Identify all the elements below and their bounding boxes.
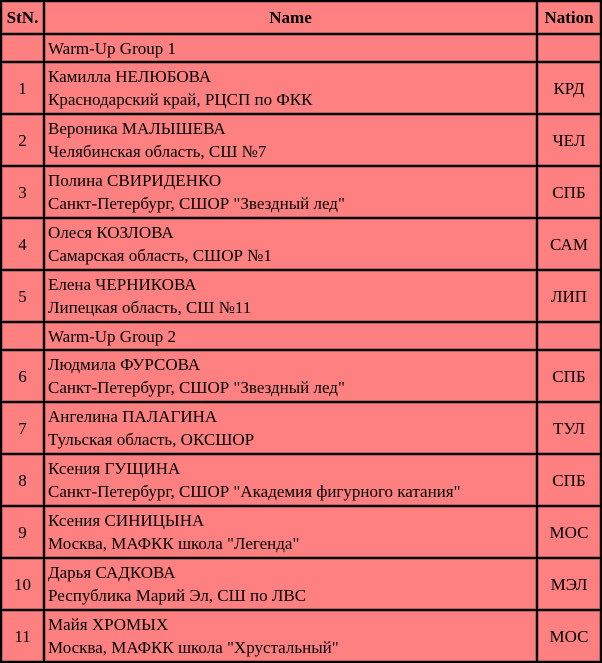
table-row [2,351,600,401]
athlete-cell [45,559,536,609]
athlete-cell [45,403,536,453]
start-number: 5 [2,271,43,321]
athlete-name: Елена ЧЕРНИКОВА [48,275,197,294]
athlete-cell [45,219,536,269]
nation-code: САМ [538,219,600,269]
group-empty-cell [2,35,43,61]
start-number: 9 [2,507,43,557]
athlete-name: Людмила ФУРСОВА [48,355,201,374]
header-stn: StN. [2,2,43,33]
warmup-group-label: Warm-Up Group 1 [45,35,536,61]
header-row [2,2,600,33]
athlete-club: Липецкая область, СШ №11 [48,298,252,317]
athlete-club: Самарская область, СШОР №1 [48,246,272,265]
athlete-cell [45,455,536,505]
athlete-cell [45,507,536,557]
nation-code: ЛИП [538,271,600,321]
nation-code: ЧЕЛ [538,115,600,165]
start-number: 1 [2,63,43,113]
start-number: 10 [2,559,43,609]
athlete-cell [45,351,536,401]
athlete-club: Санкт-Петербург, СШОР "Звездный лед" [48,378,345,397]
athlete-club: Санкт-Петербург, СШОР "Академия фигурного катания" [48,482,461,501]
table-row [2,167,600,217]
table-row [2,115,600,165]
nation-code: СПБ [538,351,600,401]
table-row [2,455,600,505]
athlete-name: Ангелина ПАЛАГИНА [48,407,218,426]
start-number: 7 [2,403,43,453]
table-row [2,219,600,269]
warmup-group-row [2,35,600,61]
athlete-club: Челябинская область, СШ №7 [48,142,267,161]
athlete-name: Ксения СИНИЦЫНА [48,511,205,530]
start-number: 3 [2,167,43,217]
athlete-name: Камилла НЕЛЮБОВА [48,67,212,86]
start-number: 6 [2,351,43,401]
athlete-name: Полина СВИРИДЕНКО [48,171,222,190]
table-row [2,611,600,661]
table-row [2,403,600,453]
warmup-group-row [2,323,600,349]
start-number: 4 [2,219,43,269]
athlete-name: Олеся КОЗЛОВА [48,223,174,242]
athlete-cell [45,271,536,321]
nation-code: СПБ [538,455,600,505]
group-empty-cell [538,35,600,61]
athlete-club: Тульская область, ОКСШОР [48,430,255,449]
table-row [2,63,600,113]
table-row [2,559,600,609]
athlete-club: Москва, МАФКК школа "Хрустальный" [48,638,339,657]
athlete-name: Вероника МАЛЫШЕВА [48,119,226,138]
athlete-name: Майя ХРОМЫХ [48,615,169,634]
nation-code: КРД [538,63,600,113]
group-empty-cell [538,323,600,349]
start-number: 8 [2,455,43,505]
athlete-club: Москва, МАФКК школа "Легенда" [48,534,300,553]
header-nation: Nation [538,2,600,33]
athlete-cell [45,115,536,165]
table-row [2,507,600,557]
athlete-cell [45,611,536,661]
nation-code: ТУЛ [538,403,600,453]
athlete-cell [45,63,536,113]
nation-code: МЭЛ [538,559,600,609]
athlete-club: Санкт-Петербург, СШОР "Звездный лед" [48,194,345,213]
nation-code: МОС [538,611,600,661]
group-empty-cell [2,323,43,349]
header-name: Name [45,2,536,33]
athlete-club: Краснодарский край, РЦСП по ФКК [48,90,313,109]
athlete-name: Дарья САДКОВА [48,563,176,582]
warmup-group-label: Warm-Up Group 2 [45,323,536,349]
athlete-name: Ксения ГУЩИНА [48,459,181,478]
table-body [2,35,600,661]
nation-code: МОС [538,507,600,557]
start-number: 11 [2,611,43,661]
athlete-cell [45,167,536,217]
nation-code: СПБ [538,167,600,217]
table-row [2,271,600,321]
athlete-club: Республика Марий Эл, СШ по ЛВС [48,586,307,605]
start-number: 2 [2,115,43,165]
